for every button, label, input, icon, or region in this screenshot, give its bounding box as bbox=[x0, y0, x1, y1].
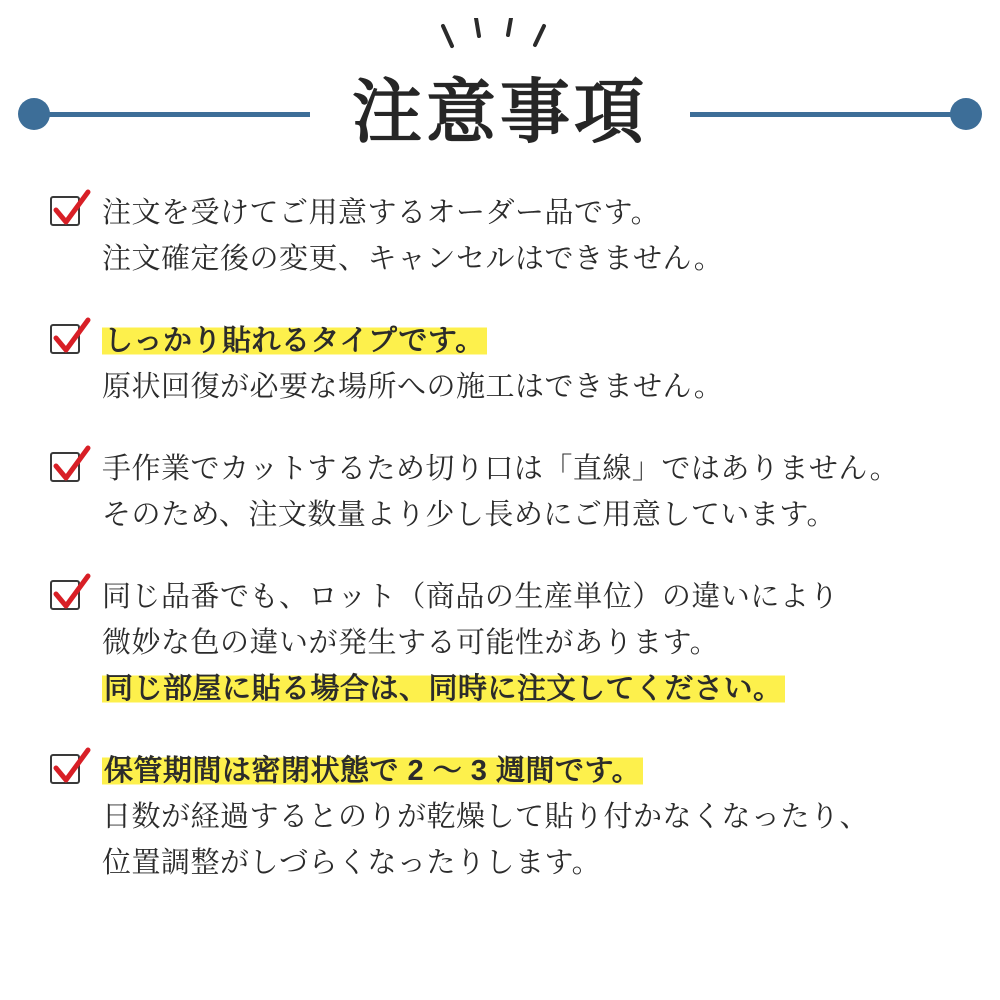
notice-item-text bbox=[102, 446, 960, 538]
sparkle-icon bbox=[0, 18, 1000, 68]
highlighted-text: 保管期間は密閉状態で 2 ～ 3 週間です。 bbox=[104, 755, 642, 787]
checkbox-checked-icon bbox=[50, 580, 84, 614]
rule-line-right bbox=[690, 112, 960, 117]
notice-line: 日数が経過するとのりが乾燥して貼り付かなくなったり、 bbox=[102, 801, 870, 833]
notice-item-text bbox=[102, 748, 960, 886]
notice-item bbox=[50, 446, 960, 538]
notice-line bbox=[102, 666, 960, 712]
highlighted-text: 同じ部屋に貼る場合は、同時に注文してください。 bbox=[104, 673, 783, 705]
notice-line bbox=[102, 748, 960, 794]
notice-item-text bbox=[102, 574, 960, 712]
notice-item bbox=[50, 748, 960, 886]
notice-line: 注文を受けてご用意するオーダー品です。 bbox=[102, 197, 661, 229]
checkbox-checked-icon bbox=[50, 324, 84, 358]
page-title: 注意事項 bbox=[352, 73, 648, 151]
checkbox-checked-icon bbox=[50, 754, 84, 788]
notice-line: 同じ品番でも、ロット（商品の生産単位）の違いにより bbox=[102, 581, 839, 613]
checkbox-checked-icon bbox=[50, 196, 84, 230]
notice-item bbox=[50, 190, 960, 282]
rule-dot-right bbox=[950, 98, 982, 130]
notice-item bbox=[50, 574, 960, 712]
highlighted-text: しっかり貼れるタイプです。 bbox=[104, 325, 485, 357]
notice-line bbox=[102, 318, 960, 364]
notice-item-text bbox=[102, 190, 960, 282]
notice-item-text bbox=[102, 318, 960, 410]
notice-line: 手作業でカットするため切り口は「直線」ではありません。 bbox=[102, 453, 900, 485]
notice-line: 位置調整がしづらくなったりします。 bbox=[102, 847, 602, 879]
notice-list bbox=[50, 190, 960, 922]
checkbox-checked-icon bbox=[50, 452, 84, 486]
notice-line: そのため、注文数量より少し長めにご用意しています。 bbox=[102, 499, 837, 531]
notice-line: 注文確定後の変更、キャンセルはできません。 bbox=[102, 243, 724, 275]
notice-line: 微妙な色の違いが発生する可能性があります。 bbox=[102, 627, 720, 659]
page-header bbox=[0, 0, 1000, 170]
notice-item bbox=[50, 318, 960, 410]
notice-line: 原状回復が必要な場所への施工はできません。 bbox=[102, 371, 724, 403]
